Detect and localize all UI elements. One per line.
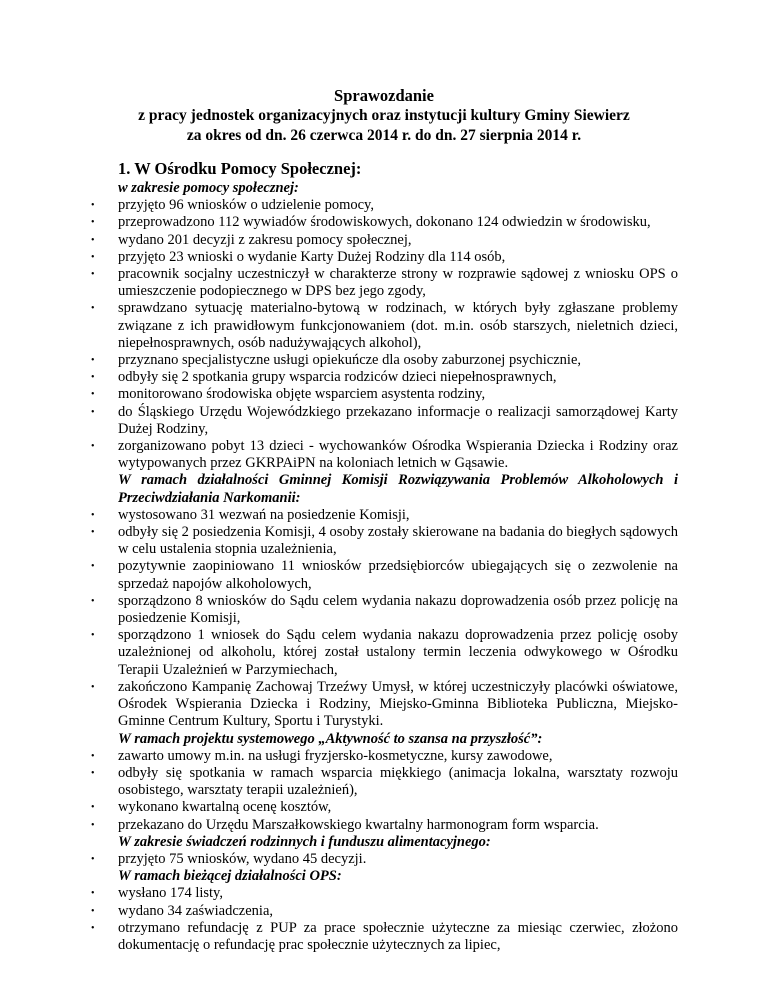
list-item [91,524,678,558]
report-content [91,180,678,954]
document-header [0,86,768,146]
document-title: Sprawozdanie [334,86,434,105]
list-item [91,197,678,214]
bullet-icon: • [91,681,95,693]
list-item-text: przeprowadzono 112 wywiadów środowiskowych, dokonano 124 odwiedzin w środowisku, [118,214,651,231]
list-item [91,816,678,834]
list-item [91,885,678,902]
bullet-icon: • [91,389,95,401]
list-item-text: sporządzono 1 wniosek do Sądu celem wydania nakazu doprowadzenia przez policję osoby uzależnionej od alkoholu, której został ustalony termin leczenia odwykowego w Ośrodku Terapii Uzależnień w Parzymiechach, [118,627,678,678]
list-item-text: przyjęto 23 wnioski o wydanie Karty Dużej Rodziny dla 114 osób, [118,248,506,265]
list-item [91,919,678,954]
list-item-text: monitorowano środowiska objęte wsparciem asystenta rodziny, [118,386,486,403]
list-item-text: odbyły się 2 spotkania grupy wsparcia rodziców dzieci niepełnosprawnych, [118,369,557,386]
list-item-text: zawarto umowy m.in. na usługi fryzjersko-kosmetyczne, kursy zawodowe, [118,747,553,764]
list-item [91,678,678,731]
list-item [91,369,678,386]
list-item-text: otrzymano refundację z PUP za prace społecznie użyteczne za miesiąc czerwiec, złożono dokumentację o refundację prac społecznie użytecznych za lipiec, [118,919,678,953]
bullet-icon: • [91,630,95,642]
bullet-icon: • [91,595,95,607]
list-item-text: sporządzono 8 wniosków do Sądu celem wydania nakazu doprowadzenia osób przez policję na posiedzenie Komisji, [118,592,678,627]
bullet-icon: • [91,922,95,934]
list-item [91,438,678,472]
list-item [91,506,678,524]
list-item [91,300,678,352]
list-item [91,764,678,799]
list-item [91,627,678,679]
group-heading: w zakresie pomocy społecznej: [118,180,299,196]
bullet-icon: • [91,767,95,779]
list-item-text: pozytywnie zaopiniowano 11 wniosków przedsiębiorców ubiegających się o zezwolenie na sprzedaż napojów alkoholowych, [118,558,678,592]
list-item-text: odbyły się 2 posiedzenia Komisji, 4 osoby zostały skierowane na badania do biegłych sądowych w celu ustalenia stopnia uzależnienia, [118,524,678,558]
group-heading: W ramach działalności Gminnej Komisji Rozwiązywania Problemów Alkoholowych i Przeciwdziałania Narkomanii: [118,472,678,506]
bullet-icon: • [91,509,95,521]
list-item-text: odbyły się spotkania w ramach wsparcia miękkiego (animacja lokalna, warsztaty rozwoju osobistego, warsztaty terapii uzależnień), [118,764,678,799]
list-item-text: wydano 34 zaświadczenia, [118,902,274,919]
document-subtitle-line-1: z pracy jednostek organizacyjnych oraz instytucji kultury Gminy Siewierz [138,107,630,124]
list-item-text: do Śląskiego Urzędu Wojewódzkiego przekazano informacje o realizacji samorządowej Karty Dużej Rodziny, [118,403,678,437]
list-item [91,386,678,403]
bullet-icon: • [91,441,95,453]
list-item [91,850,678,868]
list-item-text: pracownik socjalny uczestniczył w charakterze strony w rozprawie sądowej z wniosku OPS o umieszczenie podopiecznego w DPS bez jego zgody, [118,266,678,300]
list-item-text: przyjęto 75 wniosków, wydano 45 decyzji. [118,850,367,867]
list-item [91,266,678,300]
section-title: 1. W Ośrodku Pomocy Społecznej: [118,159,362,178]
list-item-text: sprawdzano sytuację materialno-bytową w rodzinach, w których były zgłaszane problemy związane z ich prawidłowym funkcjonowaniem (dot. m.in. osób starszych, nieletnich dzieci, niepełnosprawnych, osób nadużywających alkohol), [118,300,678,351]
bullet-icon: • [91,234,95,246]
list-item-text: wysłano 174 listy, [118,885,223,902]
list-item-text: zorganizowano pobyt 13 dzieci - wychowanków Ośrodka Wspierania Dziecka i Rodziny oraz wytypowanych przez GKRPAiPN na koloniach letnich w Gąsawie. [118,438,678,472]
bullet-icon: • [91,819,95,831]
bullet-icon: • [91,406,95,418]
group-heading: W ramach projektu systemowego „Aktywność to szansa na przyszłość”: [118,730,543,747]
bullet-icon: • [91,355,95,367]
list-item [91,248,678,266]
bullet-icon: • [91,372,95,384]
bullet-icon: • [91,561,95,573]
list-item [91,747,678,765]
bullet-icon: • [91,251,95,263]
bullet-icon: • [91,527,95,539]
list-item [91,214,678,231]
bullet-icon: • [91,853,95,865]
list-item-text: przekazano do Urzędu Marszałkowskiego kwartalny harmonogram form wsparcia. [118,816,599,833]
list-item-text: wystosowano 31 wezwań na posiedzenie Komisji, [118,506,410,523]
bullet-icon: • [91,802,95,814]
list-item [91,799,678,816]
bullet-icon: • [91,888,95,900]
list-item-text: wydano 201 decyzji z zakresu pomocy społecznej, [118,231,412,248]
list-item [91,352,678,369]
list-item-text: zakończono Kampanię Zachowaj Trzeźwy Umysł, w której uczestniczyły placówki oświatowe, Ośrodek Wspierania Dziecka i Rodziny, Miejsko-Gminna Biblioteka Publiczna, Miejsko-Gminne Centrum Kultury, Sportu i Turystyki. [118,678,678,730]
list-item [91,592,678,627]
list-item-text: przyjęto 96 wniosków o udzielenie pomocy, [118,197,374,214]
list-item [91,902,678,920]
bullet-icon: • [91,905,95,917]
bullet-icon: • [91,200,95,212]
bullet-icon: • [91,269,95,281]
bullet-icon: • [91,217,95,229]
list-item [91,558,678,592]
group-heading: W ramach bieżącej działalności OPS: [118,868,342,885]
list-item-text: wykonano kwartalną ocenę kosztów, [118,799,332,816]
list-item [91,403,678,438]
list-item [91,231,678,249]
group-heading: W zakresie świadczeń rodzinnych i funduszu alimentacyjnego: [118,833,491,850]
bullet-icon: • [91,303,95,315]
document-subtitle-line-2: za okres od dn. 26 czerwca 2014 r. do dn. 27 sierpnia 2014 r. [186,127,582,144]
list-item-text: przyznano specjalistyczne usługi opiekuńcze dla osoby zaburzonej psychicznie, [118,352,582,369]
bullet-icon: • [91,750,95,762]
